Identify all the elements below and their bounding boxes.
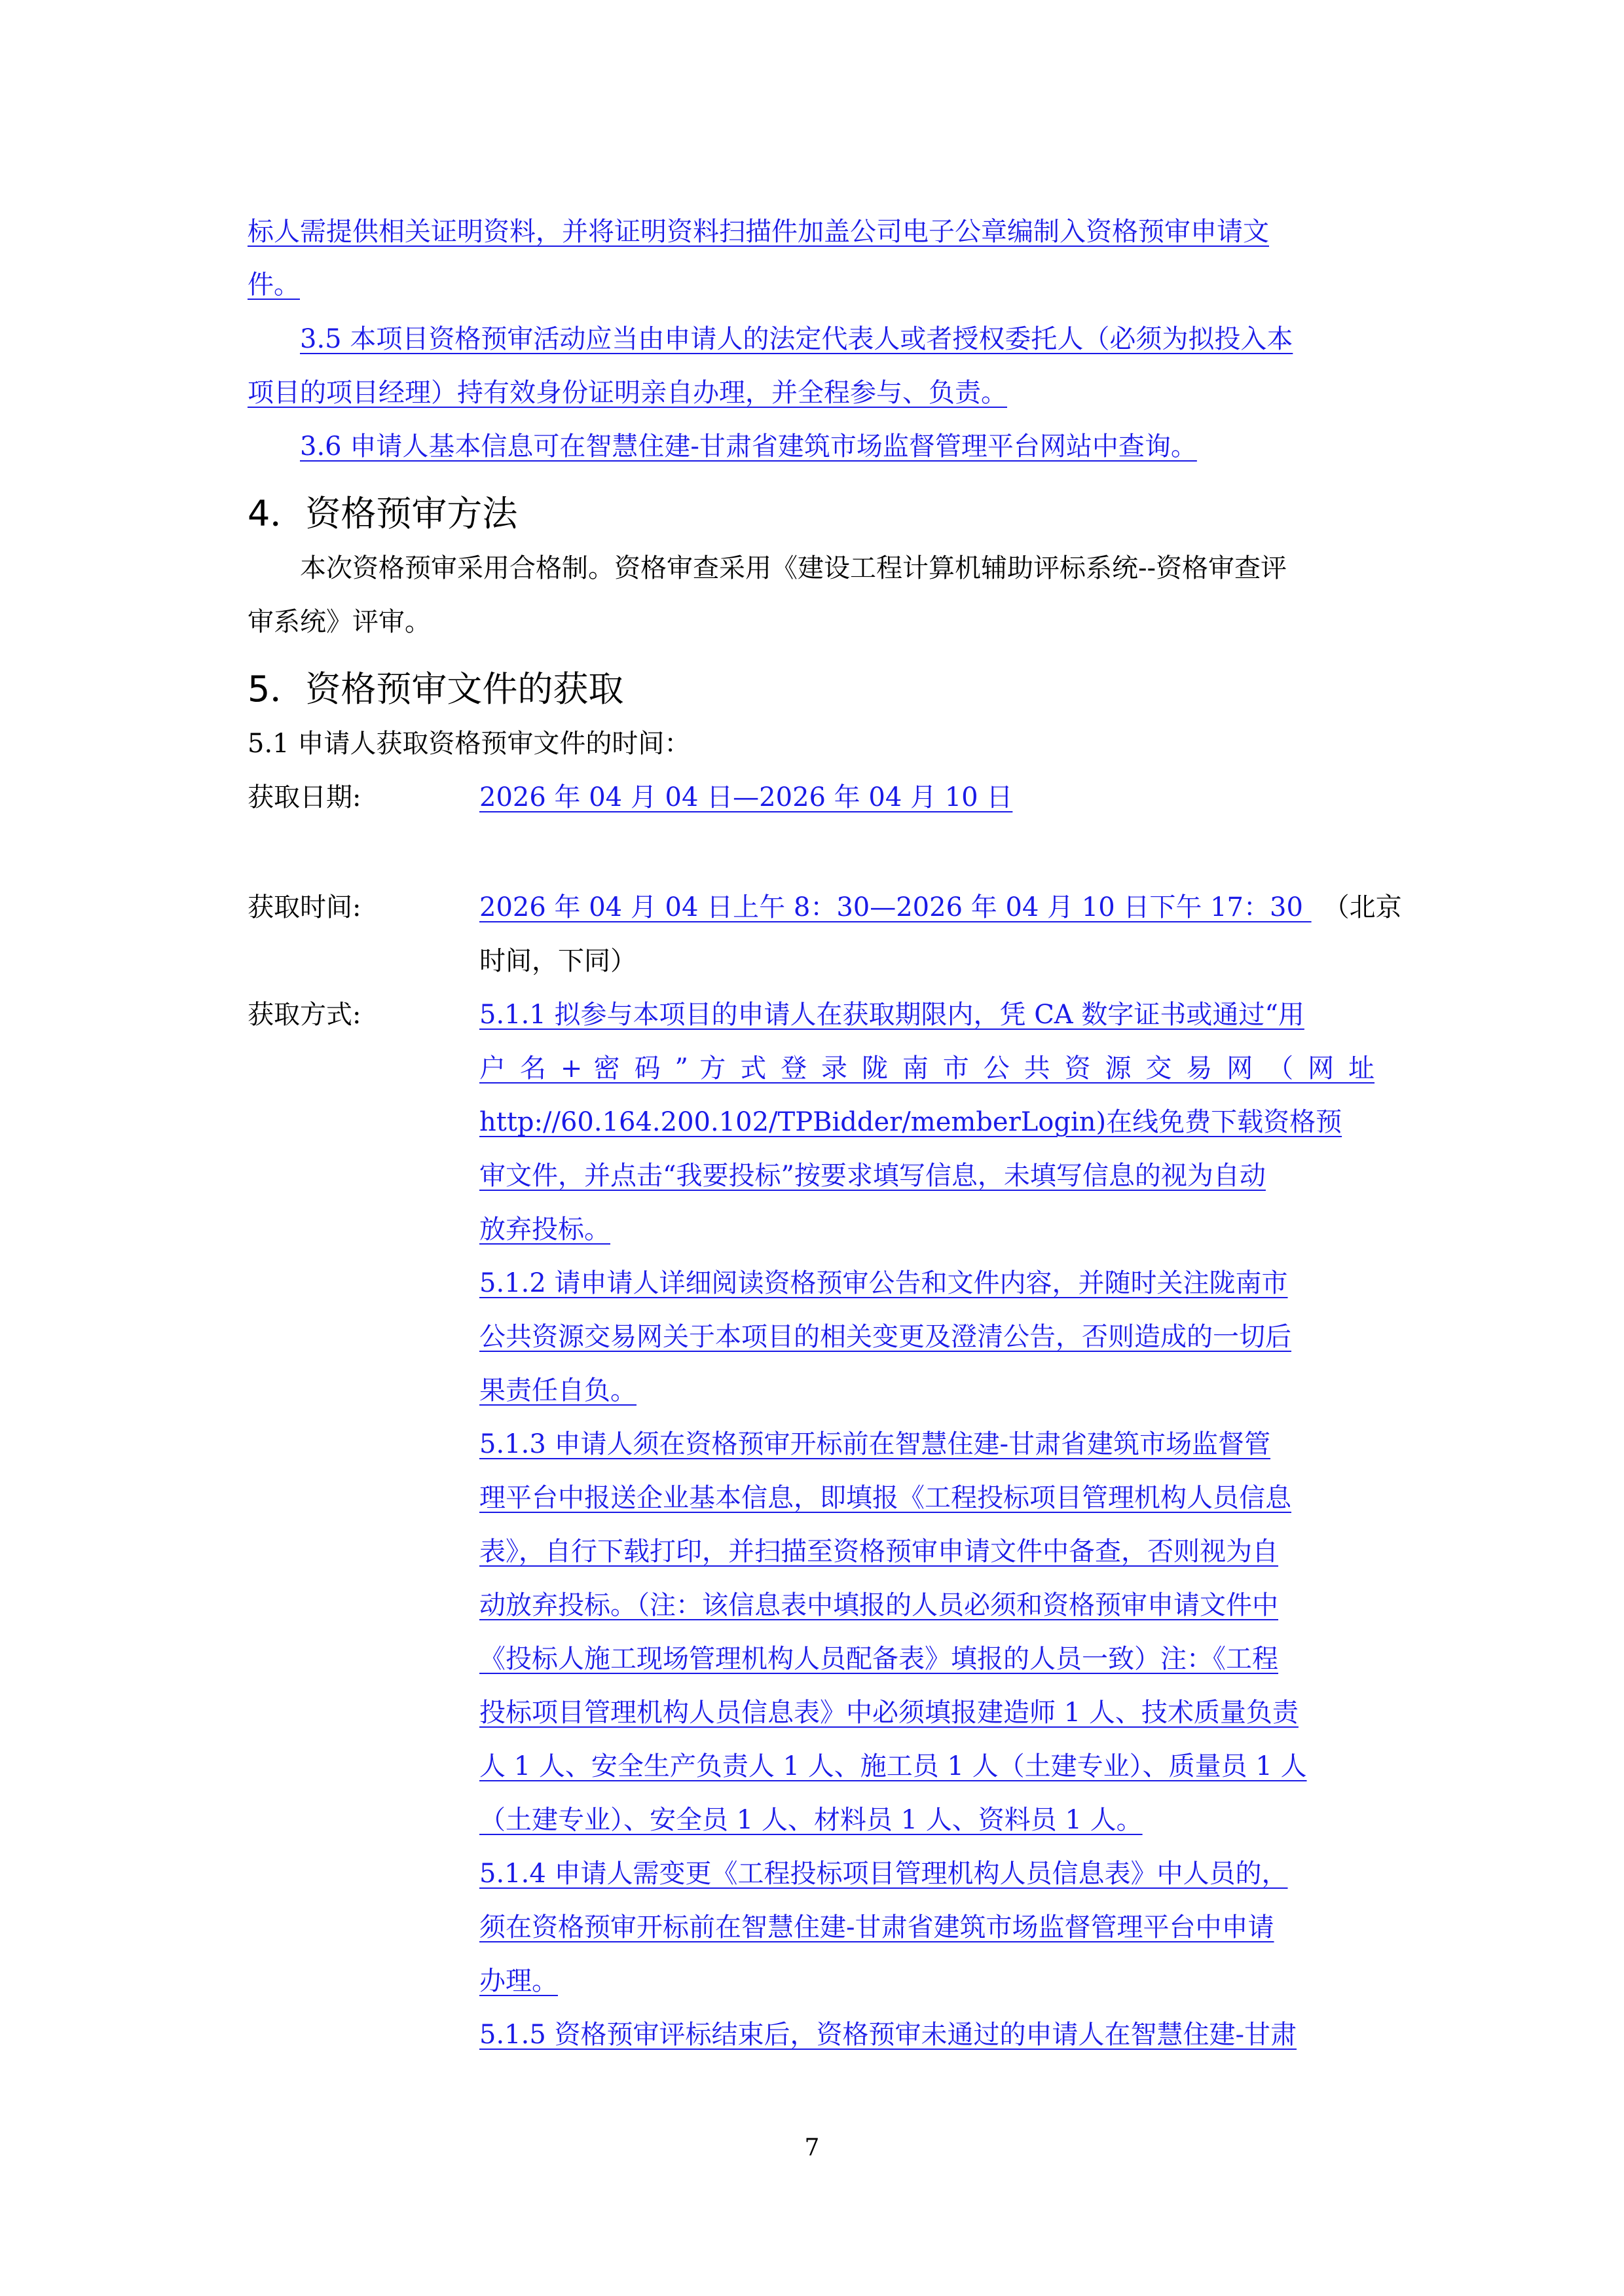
method-5-1-4-line: 须在资格预审开标前在智慧住建-甘肃省建筑市场监督管理平台中申请 (479, 1912, 1274, 1942)
date-value: 2026 年 04 月 04 日—2026 年 04 月 10 日 (479, 782, 1013, 812)
method-5-1-1-line: 审文件，并点击“我要投标”按要求填写信息，未填写信息的视为自动 (479, 1161, 1266, 1191)
time-suffix: （北京 (1323, 892, 1402, 922)
paragraph-4: 本次资格预审采用合格制。资格审查采用《建设工程计算机辅助评标系统--资格审查评 (300, 553, 1287, 583)
paragraph-3-5-cont: 项目的项目经理）持有效身份证明亲自办理，并全程参与、负责。 (248, 378, 1007, 408)
method-5-1-3-line: 5.1.3 申请人须在资格预审开标前在智慧住建-甘肃省建筑市场监督管 (479, 1429, 1271, 1459)
paragraph-3-6: 3.6 申请人基本信息可在智慧住建-甘肃省建筑市场监督管理平台网站中查询。 (300, 431, 1197, 462)
page-number: 7 (804, 2134, 820, 2161)
method-5-1-3-line: 表》，自行下载打印，并扫描至资格预审申请文件中备查，否则视为自 (479, 1537, 1278, 1567)
method-5-1-3-line: 投标项目管理机构人员信息表》中必须填报建造师 1 人、技术质量负责 (479, 1698, 1299, 1728)
method-5-1-3-line: 动放弃投标。（注：该信息表中填报的人员必须和资格预审申请文件中 (479, 1590, 1278, 1620)
paragraph-4-cont: 审系统》评审。 (248, 607, 431, 637)
method-label: 获取方式: (248, 1000, 361, 1030)
section-heading-5: 5．资格预审文件的获取 (248, 668, 624, 710)
paragraph-line: 标人需提供相关证明资料，并将证明资料扫描件加盖公司电子公章编制入资格预审申请文 (248, 217, 1269, 247)
time-value: 2026 年 04 月 04 日上午 8：30—2026 年 04 月 10 日下午 17：30 (479, 892, 1312, 922)
method-5-1-4-line: 办理。 (479, 1966, 558, 1996)
time-value-row (479, 889, 1402, 926)
method-5-1-1-line: 放弃投标。 (479, 1214, 610, 1245)
paragraph-line: 件。 (248, 270, 300, 300)
method-5-1-1-line: 户 名 + 密 码 ” 方 式 登 录 陇 南 市 公 共 资 源 交 易 网 （ 网 址 (479, 1053, 1375, 1084)
method-5-1-2-line: 公共资源交易网关于本项目的相关变更及澄清公告，否则造成的一切后 (479, 1322, 1291, 1352)
method-5-1-3-line: 《投标人施工现场管理机构人员配备表》填报的人员一致）注：《工程 (479, 1644, 1278, 1674)
method-5-1-5-line: 5.1.5 资格预审评标结束后，资格预审未通过的申请人在智慧住建-甘肃 (479, 2020, 1297, 2050)
method-5-1-4-line: 5.1.4 申请人需变更《工程投标项目管理机构人员信息表》中人员的， (479, 1859, 1288, 1889)
time-label: 获取时间: (248, 892, 361, 922)
time-suffix-cont: 时间，下同） (479, 946, 637, 976)
method-5-1-3-line: 理平台中报送企业基本信息，即填报《工程投标项目管理机构人员信息 (479, 1483, 1291, 1513)
method-5-1-2-line: 5.1.2 请申请人详细阅读资格预审公告和文件内容，并随时关注陇南市 (479, 1268, 1288, 1298)
method-5-1-1-line: 5.1.1 拟参与本项目的申请人在获取期限内，凭 CA 数字证书或通过“用 (479, 1000, 1304, 1030)
website-link[interactable]: http://60.164.200.102/TPBidder/memberLogin)在线免费下载资格预 (479, 1107, 1342, 1137)
section-heading-4: 4．资格预审方法 (248, 493, 518, 534)
paragraph-5-1: 5.1 申请人获取资格预审文件的时间： (248, 729, 691, 759)
date-label: 获取日期: (248, 782, 361, 812)
method-5-1-3-line: 人 1 人、安全生产负责人 1 人、施工员 1 人（土建专业）、质量员 1 人 (479, 1751, 1307, 1781)
method-5-1-2-line: 果责任自负。 (479, 1376, 637, 1406)
method-5-1-3-line: （土建专业）、安全员 1 人、材料员 1 人、资料员 1 人。 (479, 1805, 1143, 1835)
paragraph-3-5: 3.5 本项目资格预审活动应当由申请人的法定代表人或者授权委托人（必须为拟投入本 (300, 324, 1293, 354)
